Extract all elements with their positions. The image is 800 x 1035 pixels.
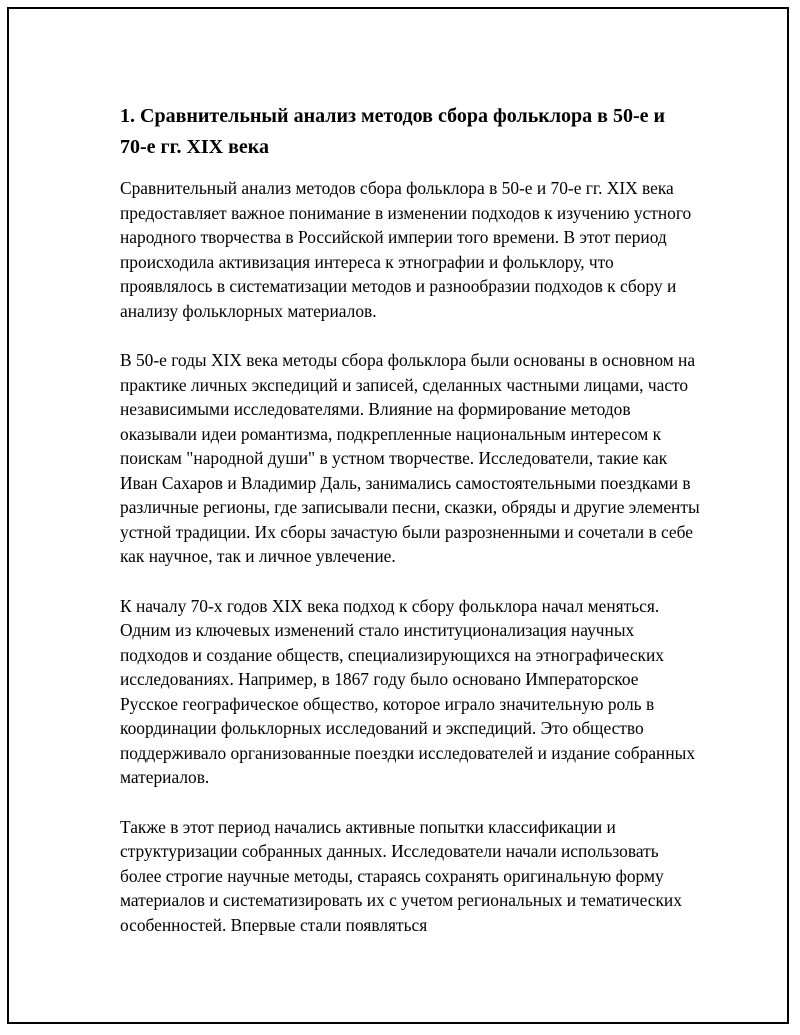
paragraph-1870s: К началу 70-х годов XIX века подход к сбору фольклора начал меняться. Одним из ключевых изменений стало институционализация научных подходов и создание обществ, специализирующихся на этнографических исследованиях. Например, в 1867 году было основано Императорское Русское географическое общество, которое играло значительную роль в координации фольклорных исследований и экспедиций. Это общество поддерживало организованные поездки исследователей и издание собранных материалов. (120, 595, 696, 787)
paragraph-1850s: В 50-е годы XIX века методы сбора фольклора были основаны в основном на практике личных экспедиций и записей, сделанных частными лицами, часто независимыми исследователями. Влияние на формирование методов оказывали идеи романтизма, подкрепленные национальным интересом к поискам "народной души" в устном творчестве. Исследователи, такие как Иван Сахаров и Владимир Даль, занимались самостоятельными поездками в различные регионы, где записывали песни, сказки, обряды и другие элементы устной традиции. Их сборы зачастую были разрозненными и сочетали в себе как научное, так и личное увлечение. (120, 350, 700, 566)
page-frame (7, 7, 789, 1024)
paragraph-classification: Также в этот период начались активные попытки классификации и структуризации собранных данных. Исследователи начали использовать более строгие научные методы, стараясь сохранять оригинальную форму материалов и систематизировать их с учетом региональных и тематических особенностей. Впервые стали появляться (120, 816, 682, 935)
paragraph-intro: Сравнительный анализ методов сбора фольклора в 50-е и 70-е гг. XIX века предоставляет важное понимание в изменении подходов к изучению устного народного творчества в Российской империи того времени. В этот период происходила активизация интереса к этнографии и фольклору, что проявлялось в систематизации методов и разнообразии подходов к сбору и анализу фольклорных материалов. (120, 178, 692, 321)
section-heading: 1. Сравнительный анализ методов сбора фольклора в 50-е и 70-е гг. XIX века (120, 105, 666, 158)
document-body (120, 101, 700, 962)
